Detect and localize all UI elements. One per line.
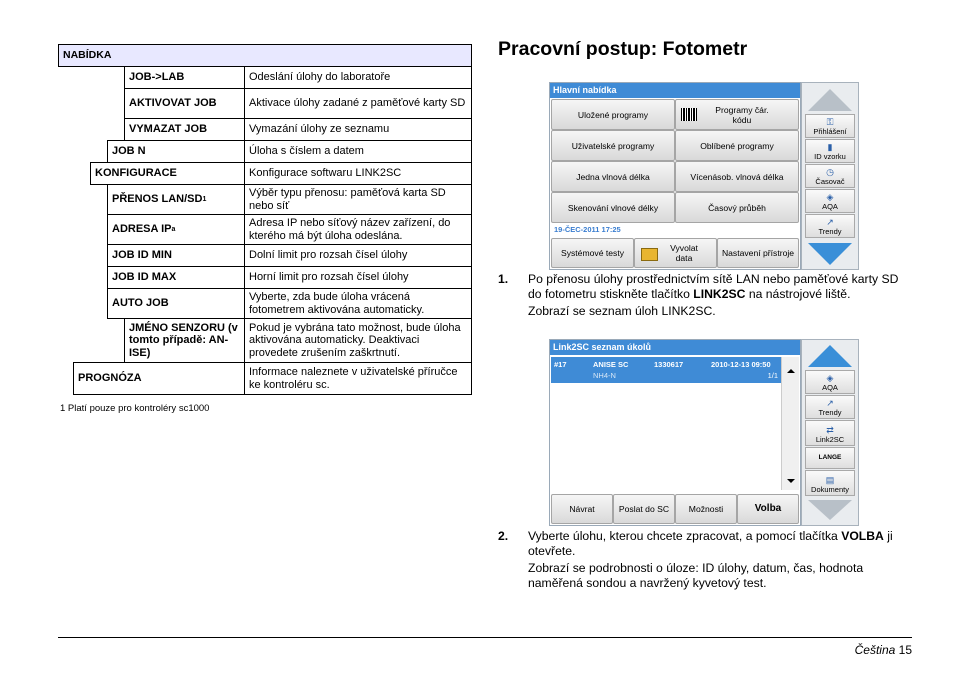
- table-key: JMÉNO SENZORU (v tomto případě: AN-ISE): [124, 318, 245, 363]
- folder-icon: [641, 248, 658, 261]
- table-desc: Úloha s číslem a datem: [244, 140, 472, 163]
- table-desc: Aktivace úlohy zadané z paměťové karty SD: [244, 88, 472, 119]
- table-desc: Adresa IP nebo síťový název zařízení, do kterého má být úloha odeslána.: [244, 214, 472, 245]
- button-label: ID vzorku: [814, 152, 846, 161]
- job-name: ANISE SC: [593, 360, 629, 369]
- user-programs-button[interactable]: Uživatelské programy: [551, 130, 675, 161]
- scrollbar[interactable]: [781, 357, 799, 490]
- footnote: 1 Platí pouze pro kontroléry sc1000: [60, 403, 210, 414]
- button-label: Dokumenty: [811, 485, 849, 494]
- link2sc-screen: [549, 339, 801, 526]
- main-menu-screen: [549, 82, 801, 270]
- button-label: Link2SC: [815, 435, 845, 444]
- step-keyword: LINK2SC: [693, 287, 746, 301]
- job-parameter: NH4-N: [593, 371, 616, 380]
- screen-title: Link2SC seznam úkolů: [550, 340, 800, 355]
- step-text-part: ji otevřete.: [528, 529, 893, 558]
- timer-icon: ◷: [826, 167, 834, 177]
- table-key: AUTO JOB: [107, 288, 245, 319]
- step-keyword: VOLBA: [841, 529, 884, 543]
- aqa-button[interactable]: [805, 189, 855, 213]
- date-time: 19-ČEC-2011 17:25: [554, 225, 621, 234]
- scroll-down-icon[interactable]: [808, 243, 852, 265]
- key-text: PŘENOS LAN/SD: [112, 193, 203, 206]
- button-label: AQA: [822, 202, 838, 211]
- section-title: Pracovní postup: Fotometr: [498, 38, 748, 60]
- table-header: NABÍDKA: [58, 44, 472, 67]
- screen-title: Hlavní nabídka: [550, 83, 800, 98]
- table-key: VYMAZAT JOB: [124, 118, 245, 141]
- aqa-icon: ◈: [826, 192, 834, 202]
- login-button[interactable]: [805, 114, 855, 138]
- sample-icon: ▮: [827, 142, 833, 152]
- wavelength-scan-button[interactable]: Skenování vlnové délky: [551, 192, 675, 223]
- lange-button[interactable]: [805, 447, 855, 469]
- button-label: Časovač: [815, 177, 845, 186]
- lange-logo-icon: LANGE: [818, 454, 842, 461]
- step-text: [528, 529, 908, 559]
- footer-language: Čeština: [854, 643, 896, 657]
- button-label: Vyvolat data: [670, 243, 698, 263]
- scroll-up-icon[interactable]: [808, 345, 852, 367]
- scroll-down-icon[interactable]: [808, 500, 852, 520]
- table-key: JOB->LAB: [124, 66, 245, 89]
- table-key: JOB ID MIN: [107, 244, 245, 267]
- page-number: 15: [898, 643, 912, 657]
- time-course-button[interactable]: Časový průběh: [675, 192, 799, 223]
- table-key: PROGNÓZA: [73, 362, 245, 395]
- step-result: Zobrazí se podrobnosti o úloze: ID úlohy, datum, čas, hodnota naměřená sondou a navržený kyvetový test.: [528, 561, 864, 590]
- trend-icon: ↗: [826, 217, 834, 227]
- table-desc: Informace naleznete v uživatelské příručce ke kontroléru sc.: [244, 362, 472, 395]
- menu-table: [58, 44, 472, 395]
- step-text: [528, 272, 908, 302]
- recall-data-button[interactable]: [634, 238, 717, 268]
- table-key: JOB N: [107, 140, 245, 163]
- step-text-part: Po přenosu úlohy prostřednictvím sítě LAN nebo paměťové karty SD do fotometru stiskněte tlačítko: [528, 272, 899, 301]
- footer-rule: [58, 637, 912, 638]
- key-text: ADRESA IP: [112, 223, 172, 236]
- job-row[interactable]: [551, 357, 781, 383]
- trends-button[interactable]: [805, 395, 855, 419]
- step-text-part: Vyberte úlohu, kterou chcete zpracovat, a pomocí tlačítka: [528, 529, 842, 543]
- trends-button[interactable]: [805, 214, 855, 238]
- link2sc-button[interactable]: [805, 420, 855, 446]
- stored-programs-button[interactable]: Uložené programy: [551, 99, 675, 130]
- table-desc: Vyberte, zda bude úloha vrácená fotometrem aktivována automaticky.: [244, 288, 472, 319]
- table-desc: Výběr typu přenosu: paměťová karta SD nebo síť: [244, 184, 472, 215]
- scroll-up-icon[interactable]: [808, 89, 852, 111]
- timer-button[interactable]: [805, 164, 855, 188]
- step-text-part: na nástrojové liště.: [745, 287, 851, 301]
- link2sc-icon: ⇄: [826, 425, 834, 435]
- barcode-programs-button[interactable]: [675, 99, 799, 130]
- job-id: #17: [554, 360, 567, 369]
- table-key: JOB ID MAX: [107, 266, 245, 289]
- toolbar-2: [801, 339, 859, 526]
- table-key: PŘENOS LAN/SD 1: [107, 184, 245, 215]
- table-desc: Vymazání úlohy ze seznamu: [244, 118, 472, 141]
- step-result: Zobrazí se seznam úloh LINK2SC.: [528, 304, 716, 318]
- button-label: AQA: [822, 383, 838, 392]
- table-key: KONFIGURACE: [90, 162, 245, 185]
- single-wavelength-button[interactable]: Jedna vlnová délka: [551, 161, 675, 192]
- table-desc: Pokud je vybrána tato možnost, bude úloha aktivována automaticky. Deaktivaci provedete zrušením zaškrtnutí.: [244, 318, 472, 363]
- scroll-down-icon[interactable]: [787, 479, 795, 483]
- documents-icon: ▤: [825, 475, 835, 485]
- button-label: Trendy: [818, 227, 842, 236]
- page-footer: [855, 643, 912, 657]
- favorite-programs-button[interactable]: Oblíbené programy: [675, 130, 799, 161]
- login-icon: ⚿: [826, 117, 834, 127]
- job-number: 1330617: [654, 360, 684, 369]
- send-to-sc-button[interactable]: Poslat do SC: [613, 494, 675, 524]
- table-key: AKTIVOVAT JOB: [124, 88, 245, 119]
- back-button[interactable]: Návrat: [551, 494, 613, 524]
- page-indicator: 1/1: [767, 371, 778, 380]
- trend-icon: ↗: [826, 398, 834, 408]
- button-label: Přihlášení: [813, 127, 847, 136]
- sample-id-button[interactable]: [805, 139, 855, 163]
- aqa-button[interactable]: [805, 370, 855, 394]
- scroll-up-icon[interactable]: [787, 369, 795, 373]
- button-label: Trendy: [818, 408, 842, 417]
- job-date: 2010-12-13 09:50: [711, 360, 771, 369]
- multi-wavelength-button[interactable]: Vícenásob. vlnová délka: [675, 161, 799, 192]
- aqa-icon: ◈: [826, 373, 834, 383]
- button-label: Programy čár. kódu: [715, 104, 769, 125]
- toolbar-1: [801, 82, 859, 270]
- instrument-setup-button[interactable]: Nastavení přístroje: [717, 238, 799, 268]
- table-desc: Horní limit pro rozsah čísel úlohy: [244, 266, 472, 289]
- options-button[interactable]: Možnosti: [675, 494, 737, 524]
- system-checks-button[interactable]: Systémové testy: [551, 238, 634, 268]
- step-number: 1.: [498, 272, 509, 286]
- table-desc: Odeslání úlohy do laboratoře: [244, 66, 472, 89]
- barcode-icon: [681, 108, 697, 121]
- table-key: ADRESA IP a: [107, 214, 245, 245]
- table-desc: Konfigurace softwaru LINK2SC: [244, 162, 472, 185]
- table-desc: Dolní limit pro rozsah čísel úlohy: [244, 244, 472, 267]
- step-number: 2.: [498, 529, 509, 543]
- select-button[interactable]: Volba: [737, 494, 799, 524]
- documents-button[interactable]: [805, 470, 855, 496]
